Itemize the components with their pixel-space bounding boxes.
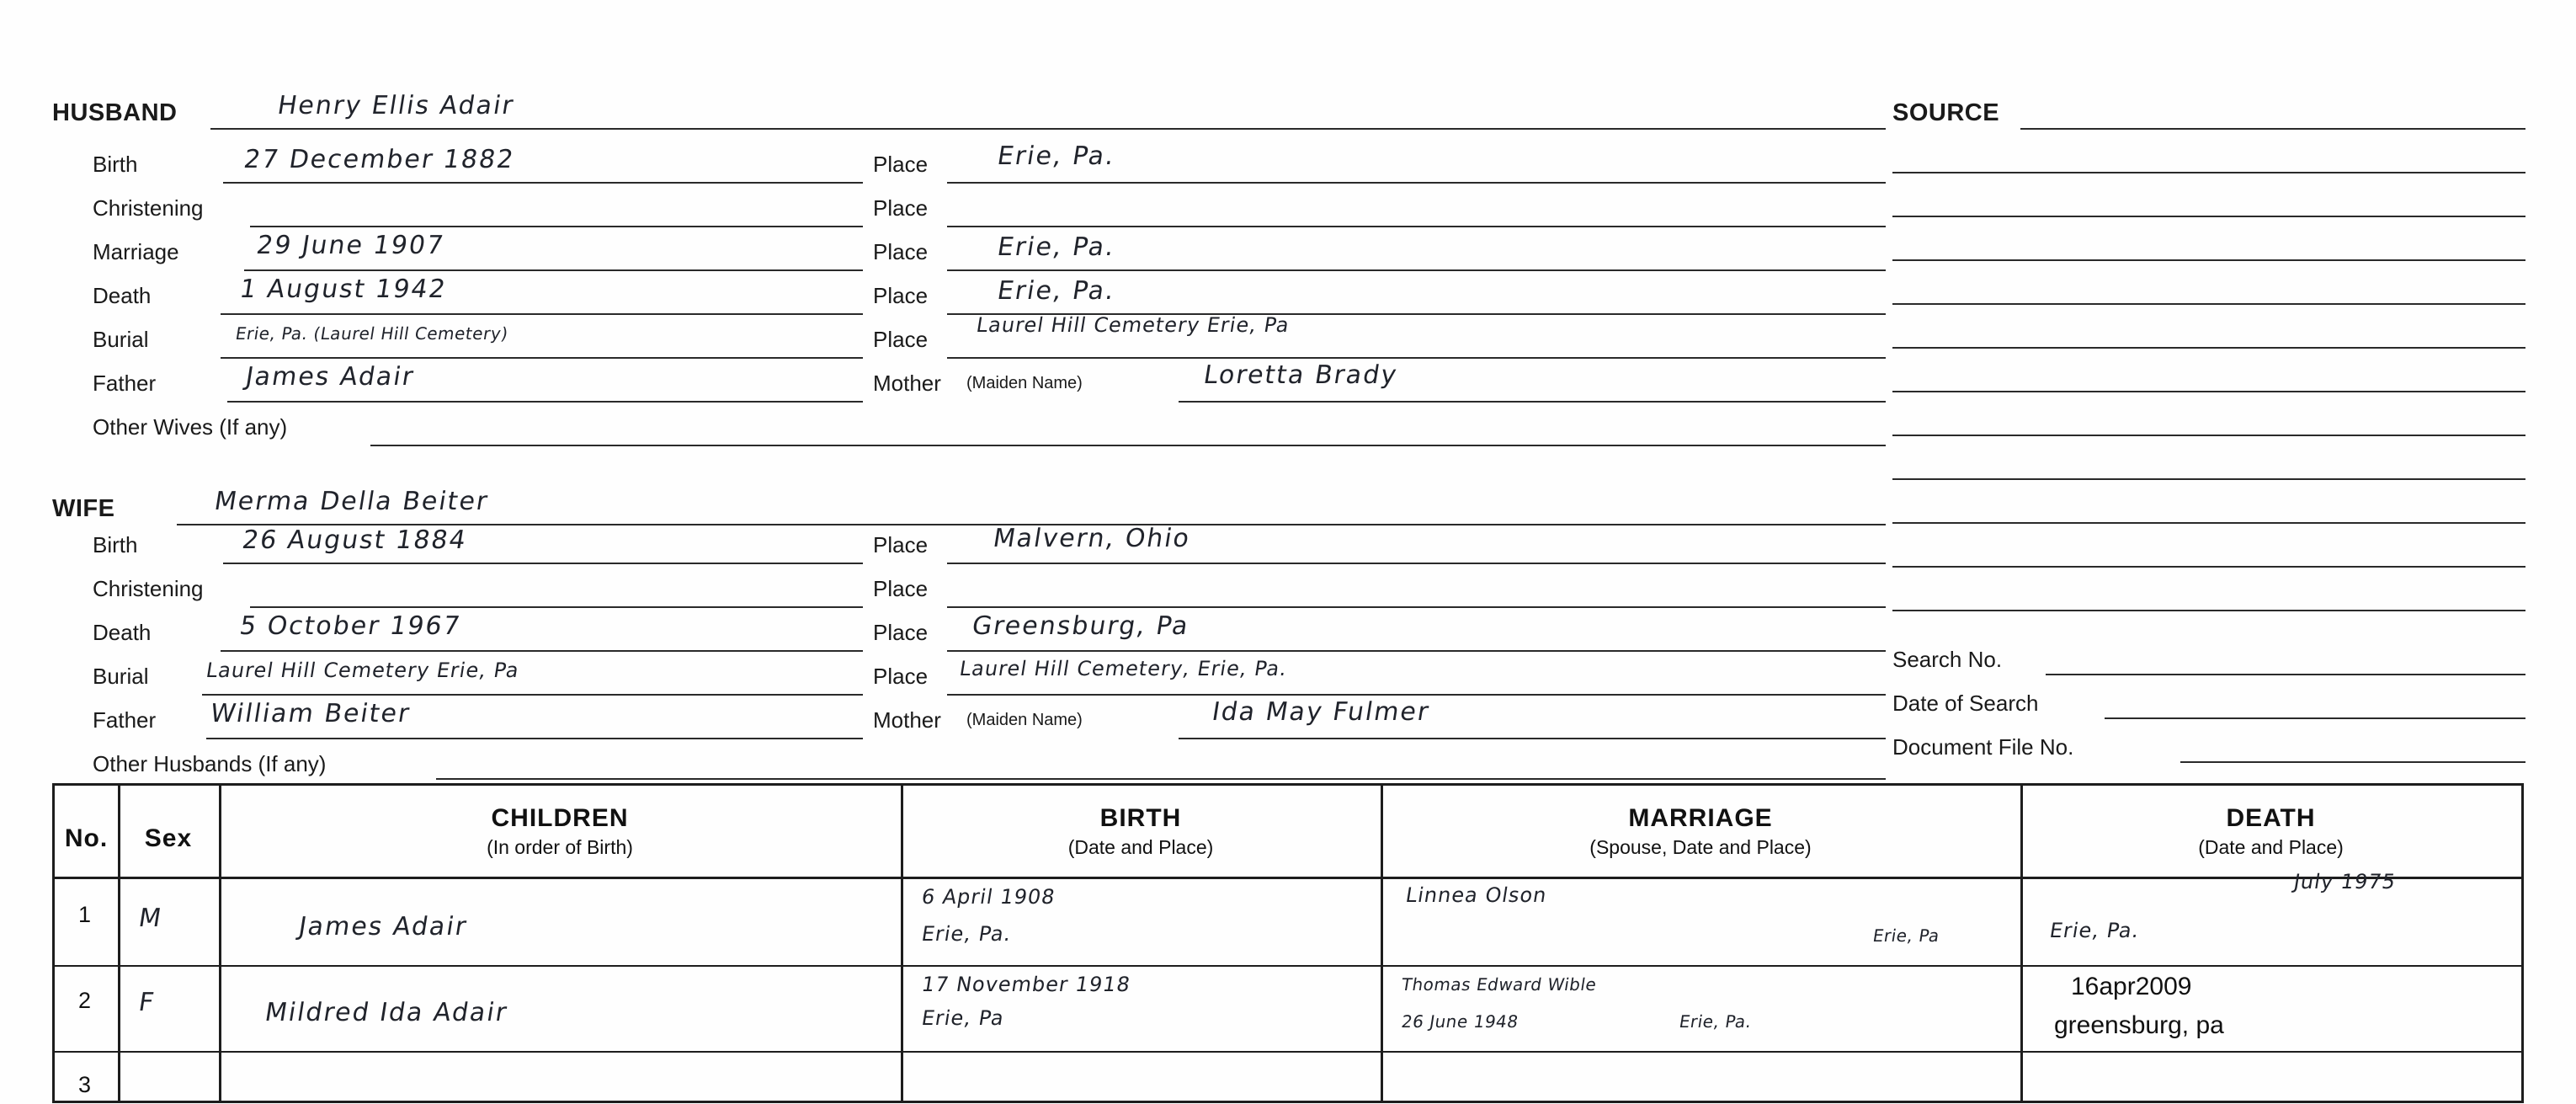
husband-marriage-place-rule bbox=[947, 269, 1886, 271]
husband-birth-value: 27 December 1882 bbox=[242, 145, 517, 174]
document-file-no-rule bbox=[2180, 761, 2525, 763]
wife-christening-place-label: Place bbox=[873, 576, 929, 601]
wife-other-husbands-rule bbox=[436, 778, 1886, 780]
wife-death-label: Death bbox=[93, 620, 152, 645]
table-header-birth-sub: (Date and Place) bbox=[1067, 836, 1214, 858]
husband-other-wives-label: Other Wives (If any) bbox=[93, 414, 288, 440]
source-rule-8 bbox=[1892, 435, 2525, 436]
table-row bbox=[78, 1072, 91, 1098]
husband-father-label: Father bbox=[93, 371, 157, 396]
source-rule-3 bbox=[1892, 216, 2525, 217]
row2-birth-date: 17 November 1918 bbox=[919, 973, 1132, 996]
row1-death-date: July 1975 bbox=[2291, 870, 2398, 893]
husband-other-wives-rule bbox=[370, 445, 1886, 446]
row1-birth-place: Erie, Pa. bbox=[919, 922, 1014, 946]
husband-christening-rule bbox=[250, 226, 863, 227]
husband-marriage-place-value: Erie, Pa. bbox=[995, 232, 1118, 262]
wife-mother-maiden-hint: (Maiden Name) bbox=[966, 711, 1083, 729]
wife-christening-place-rule bbox=[947, 606, 1886, 608]
wife-birth-place-rule bbox=[947, 563, 1886, 564]
husband-mother-value: Loretta Brady bbox=[1201, 360, 1400, 390]
table-header-children-title: CHILDREN bbox=[491, 804, 629, 832]
table-row-sep-1 bbox=[55, 965, 2521, 967]
date-of-search-label: Date of Search bbox=[1892, 691, 2039, 716]
table-row-sep-2 bbox=[55, 1051, 2521, 1053]
husband-mother-rule bbox=[1179, 401, 1886, 403]
husband-mother-maiden-hint: (Maiden Name) bbox=[966, 374, 1083, 392]
row3-no: 3 bbox=[78, 1072, 92, 1097]
table-header-no-title: No. bbox=[64, 824, 109, 852]
table-header-children bbox=[219, 804, 901, 859]
search-no-rule bbox=[2046, 674, 2525, 675]
husband-birth-place-rule bbox=[947, 182, 1886, 184]
husband-burial-rule bbox=[221, 357, 863, 359]
wife-death-place-value: Greensburg, Pa bbox=[970, 611, 1192, 641]
husband-marriage-label: Marriage bbox=[93, 239, 179, 264]
search-no-label: Search No. bbox=[1892, 647, 2003, 672]
wife-christening-rule bbox=[250, 606, 863, 608]
table-header-death-sub: (Date and Place) bbox=[2198, 836, 2344, 858]
husband-birth-place-value: Erie, Pa. bbox=[995, 141, 1118, 171]
source-rule-12 bbox=[1892, 610, 2525, 611]
table-header-marriage-title: MARRIAGE bbox=[1628, 804, 1773, 832]
table-header-death bbox=[2020, 804, 2521, 859]
wife-birth-place-label: Place bbox=[873, 532, 929, 557]
row1-birth-date: 6 April 1908 bbox=[919, 885, 1057, 909]
wife-birth-rule bbox=[223, 563, 863, 564]
source-rule-7 bbox=[1892, 391, 2525, 392]
row2-no: 2 bbox=[78, 988, 92, 1013]
husband-death-place-value: Erie, Pa. bbox=[995, 276, 1118, 306]
husband-birth-place-label: Place bbox=[873, 152, 929, 177]
table-header-birth bbox=[901, 804, 1381, 859]
document-file-no-label: Document File No. bbox=[1892, 734, 2074, 760]
wife-birth-label: Birth bbox=[93, 532, 138, 557]
table-header-sex bbox=[118, 824, 219, 853]
source-rule-4 bbox=[1892, 259, 2525, 261]
wife-birth-value: 26 August 1884 bbox=[240, 525, 470, 555]
husband-burial-place-value: Laurel Hill Cemetery Erie, Pa bbox=[974, 313, 1291, 337]
row2-sex: F bbox=[136, 988, 158, 1017]
wife-christening-label: Christening bbox=[93, 576, 204, 601]
date-of-search-rule bbox=[2105, 717, 2525, 719]
wife-mother-value: Ida May Fulmer bbox=[1210, 697, 1433, 727]
source-rule-10 bbox=[1892, 522, 2525, 524]
table-row bbox=[78, 902, 91, 928]
wife-birth-place-value: Malvern, Ohio bbox=[991, 524, 1193, 553]
husband-death-value: 1 August 1942 bbox=[237, 275, 450, 304]
wife-father-value: William Beiter bbox=[208, 699, 413, 728]
row1-marriage-spouse: Linnea Olson bbox=[1403, 883, 1549, 907]
table-header-death-title: DEATH bbox=[2226, 804, 2316, 832]
row2-marriage-place: Erie, Pa. bbox=[1678, 1011, 1754, 1032]
husband-marriage-value: 29 June 1907 bbox=[254, 231, 447, 260]
husband-christening-place-label: Place bbox=[873, 195, 929, 221]
annotation-date-stamp: 16apr2009 bbox=[2071, 973, 2192, 1000]
husband-mother-label: Mother bbox=[873, 371, 941, 396]
wife-other-husbands-label: Other Husbands (If any) bbox=[93, 751, 327, 776]
table-row bbox=[78, 988, 91, 1014]
husband-marriage-place-label: Place bbox=[873, 239, 929, 264]
wife-death-value: 5 October 1967 bbox=[237, 611, 464, 641]
husband-death-place-label: Place bbox=[873, 283, 929, 308]
table-header-marriage bbox=[1381, 804, 2020, 859]
source-label: SOURCE bbox=[1892, 99, 2000, 126]
source-rule-6 bbox=[1892, 347, 2525, 349]
wife-burial-place-value: Laurel Hill Cemetery, Erie, Pa. bbox=[957, 657, 1290, 680]
wife-name-value: Merma Della Beiter bbox=[212, 487, 492, 516]
wife-burial-label: Burial bbox=[93, 664, 149, 689]
source-rule-5 bbox=[1892, 303, 2525, 305]
wife-death-rule bbox=[221, 650, 863, 652]
husband-burial-value: Erie, Pa. (Laurel Hill Cemetery) bbox=[234, 323, 510, 344]
husband-name-value: Henry Ellis Adair bbox=[275, 91, 517, 120]
husband-christening-place-rule bbox=[947, 226, 1886, 227]
row2-birth-place: Erie, Pa bbox=[919, 1006, 1007, 1030]
wife-father-label: Father bbox=[93, 707, 157, 733]
husband-burial-place-label: Place bbox=[873, 327, 929, 352]
source-rule-1 bbox=[2020, 128, 2525, 130]
wife-burial-rule bbox=[202, 694, 863, 696]
table-header-sex-title: Sex bbox=[144, 824, 193, 852]
source-rule-2 bbox=[1892, 172, 2525, 173]
wife-label: WIFE bbox=[52, 495, 115, 522]
row1-marriage-place: Erie, Pa bbox=[1871, 925, 1941, 946]
husband-birth-label: Birth bbox=[93, 152, 138, 177]
husband-father-rule bbox=[227, 401, 863, 403]
husband-death-label: Death bbox=[93, 283, 152, 308]
table-header-sep bbox=[55, 877, 2521, 879]
husband-death-rule bbox=[221, 313, 863, 315]
wife-mother-rule bbox=[1179, 738, 1886, 739]
row1-death-place: Erie, Pa. bbox=[2047, 919, 2142, 942]
source-rule-11 bbox=[1892, 566, 2525, 568]
table-header-marriage-sub: (Spouse, Date and Place) bbox=[1589, 836, 1812, 858]
husband-father-value: James Adair bbox=[243, 362, 417, 392]
wife-father-rule bbox=[206, 738, 863, 739]
row1-no: 1 bbox=[78, 902, 92, 927]
husband-birth-rule bbox=[223, 182, 863, 184]
wife-burial-value: Laurel Hill Cemetery Erie, Pa bbox=[204, 659, 521, 682]
annotation-place-stamp: greensburg, pa bbox=[2054, 1011, 2224, 1039]
children-table bbox=[52, 783, 2524, 1103]
wife-mother-label: Mother bbox=[873, 707, 941, 733]
source-rule-9 bbox=[1892, 478, 2525, 480]
husband-marriage-rule bbox=[244, 269, 863, 271]
row2-name: Mildred Ida Adair bbox=[263, 998, 510, 1027]
husband-name-rule bbox=[210, 128, 1886, 130]
husband-burial-place-rule bbox=[947, 357, 1886, 359]
wife-burial-place-rule bbox=[947, 694, 1886, 696]
table-header-children-sub: (In order of Birth) bbox=[487, 836, 633, 858]
wife-burial-place-label: Place bbox=[873, 664, 929, 689]
wife-death-place-rule bbox=[947, 650, 1886, 652]
row1-name: James Adair bbox=[296, 912, 470, 941]
wife-death-place-label: Place bbox=[873, 620, 929, 645]
husband-burial-label: Burial bbox=[93, 327, 149, 352]
husband-label: HUSBAND bbox=[52, 99, 178, 126]
row1-sex: M bbox=[136, 904, 165, 933]
table-header-no bbox=[55, 824, 118, 853]
row2-marriage-spouse: Thomas Edward Wible bbox=[1400, 974, 1599, 995]
row2-marriage-date: 26 June 1948 bbox=[1400, 1011, 1520, 1032]
husband-christening-label: Christening bbox=[93, 195, 204, 221]
table-header-birth-title: BIRTH bbox=[1099, 804, 1182, 832]
